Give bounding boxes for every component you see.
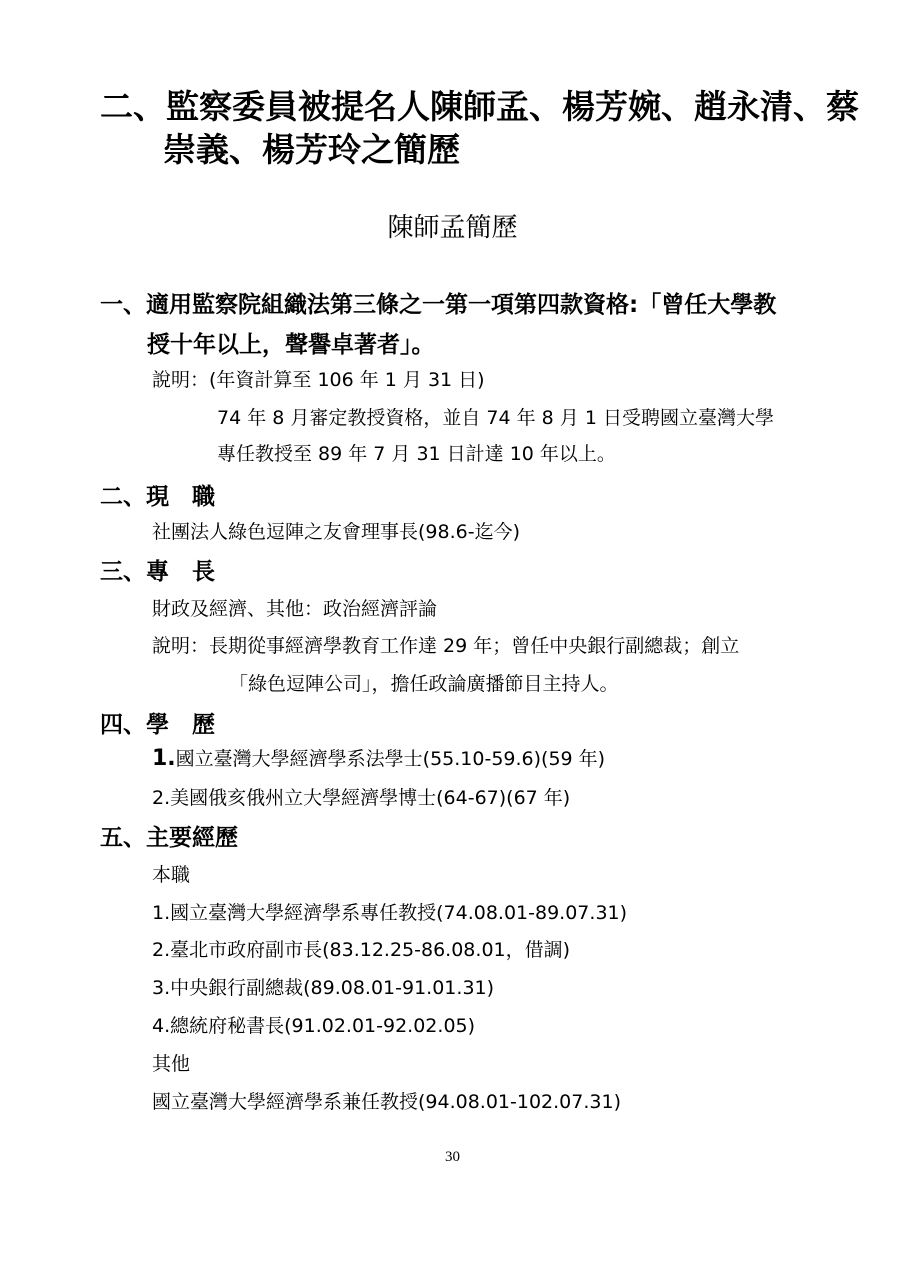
document-title-line-2: 崇義、楊芳玲之簡歷 — [163, 130, 460, 169]
section-1-note: 說明：(年資計算至 106 年 1 月 31 日) — [152, 369, 485, 391]
other-experience-item: 國立臺灣大學經濟學系兼任教授(94.08.01-102.07.31) — [152, 1091, 621, 1113]
education-item — [152, 744, 605, 771]
section-1-heading: 一、適用監察院組織法第三條之一第一項第四款資格:「曾任大學教 — [100, 292, 777, 318]
education-item-number: 2. — [152, 787, 171, 809]
experience-item: 3.中央銀行副總裁(89.08.01-91.01.31) — [152, 977, 495, 999]
expertise-note-line-1: 說明：長期從事經濟學教育工作達 29 年；曾任中央銀行副總裁；創立 — [152, 635, 740, 657]
experience-item: 2.臺北市政府副市長(83.12.25-86.08.01，借調) — [152, 939, 571, 961]
experience-item: 1.國立臺灣大學經濟學系專任教授(74.08.01-89.07.31) — [152, 902, 628, 924]
section-3-heading: 三、專 長 — [100, 559, 215, 585]
education-item-text: 美國俄亥俄州立大學經濟學博士(64-67)(67 年) — [170, 787, 571, 809]
education-item — [152, 783, 570, 810]
expertise-note-line-2: 「綠色逗陣公司」，擔任政論廣播節目主持人。 — [229, 673, 619, 695]
expertise-item: 財政及經濟、其他：政治經濟評論 — [152, 598, 438, 620]
current-roles-label: 本職 — [152, 864, 191, 886]
page-number: 30 — [445, 1149, 460, 1165]
other-roles-label: 其他 — [152, 1053, 191, 1075]
education-item-text: 國立臺灣大學經濟學系法學士(55.10-59.6)(59 年) — [175, 748, 606, 770]
document-title-line-1: 二、監察委員被提名人陳師孟、楊芳婉、趙永清、蔡 — [100, 87, 859, 126]
resume-subtitle: 陳師孟簡歷 — [387, 213, 518, 243]
current-position: 社團法人綠色逗陣之友會理事長(98.6-迄今) — [152, 521, 520, 543]
section-5-heading: 五、主要經歷 — [100, 825, 238, 851]
experience-item: 4.總統府秘書長(91.02.01-92.02.05) — [152, 1015, 476, 1037]
section-4-heading: 四、學 歷 — [100, 712, 215, 738]
education-item-number: 1. — [152, 746, 176, 771]
section-1-detail-line-1: 74 年 8 月審定教授資格，並自 74 年 8 月 1 日受聘國立臺灣大學 — [217, 407, 774, 429]
section-1-heading-continued: 授十年以上，聲譽卓著者」。 — [147, 332, 435, 358]
section-2-heading: 二、現 職 — [100, 484, 215, 510]
section-1-detail-line-2: 專任教授至 89 年 7 月 31 日計達 10 年以上。 — [217, 443, 616, 465]
